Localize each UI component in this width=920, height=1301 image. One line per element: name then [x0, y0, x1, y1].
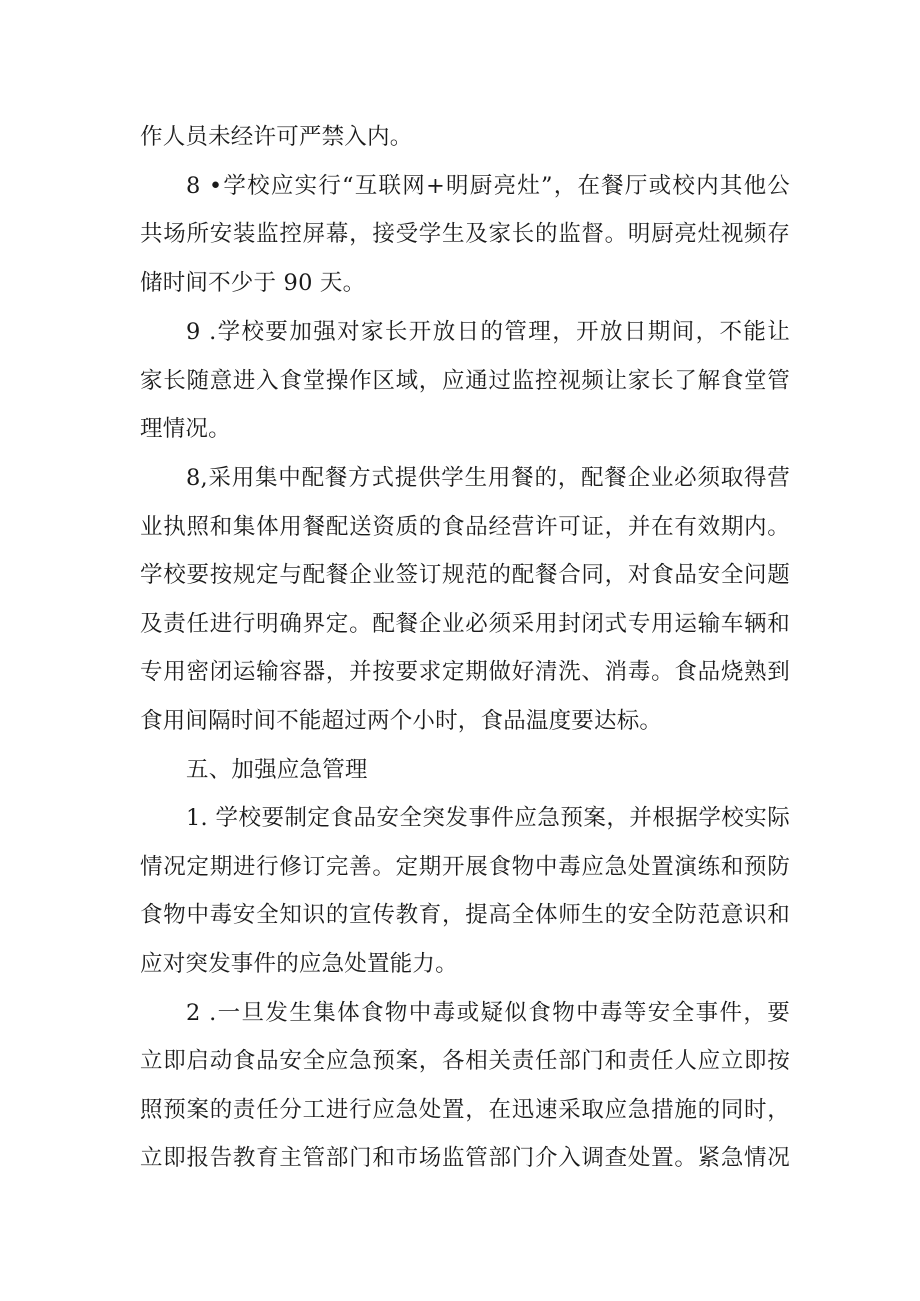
paragraph-line: 家长随意进入食堂操作区域，应通过监控视频让家长了解食堂管	[140, 368, 790, 394]
paragraph-line: 学校要按规定与配餐企业签订规范的配餐合同，对食品安全问题	[140, 562, 790, 588]
paragraph-line: 储时间不少于 90 天。	[140, 270, 366, 296]
paragraph-line: 8 •学校应实行“互联网+明厨亮灶”，在餐厅或校内其他公	[186, 173, 790, 199]
paragraph-line: 专用密闭运输容器，并按要求定期做好清洗、消毒。食品烧熟到	[140, 659, 790, 685]
paragraph-line: 1. 学校要制定食品安全突发事件应急预案，并根据学校实际	[186, 805, 790, 831]
paragraph-line: 9 .学校要加强对家长开放日的管理，开放日期间，不能让	[186, 319, 790, 345]
paragraph-line: 及责任进行明确界定。配餐企业必须采用封闭式专用运输车辆和	[140, 611, 790, 637]
paragraph-line: 照预案的责任分工进行应急处置，在迅速采取应急措施的同时，	[140, 1097, 790, 1123]
paragraph-line: 8,采用集中配餐方式提供学生用餐的，配餐企业必须取得营	[186, 465, 790, 491]
paragraph-line: 应对突发事件的应急处置能力。	[140, 951, 458, 977]
paragraph-line: 理情况。	[140, 416, 231, 442]
paragraph-line: 食物中毒安全知识的宣传教育，提高全体师生的安全防范意识和	[140, 902, 790, 928]
paragraph-line: 作人员未经许可严禁入内。	[140, 124, 413, 150]
section-heading: 五、加强应急管理	[186, 757, 368, 783]
paragraph-line: 立即报告教育主管部门和市场监管部门介入调查处置。紧急情况	[140, 1145, 790, 1171]
paragraph-line: 情况定期进行修订完善。定期开展食物中毒应急处置演练和预防	[140, 854, 790, 880]
paragraph-line: 业执照和集体用餐配送资质的食品经营许可证，并在有效期内。	[140, 514, 790, 540]
paragraph-line: 共场所安装监控屏幕，接受学生及家长的监督。明厨亮灶视频存	[140, 221, 790, 247]
paragraph-line: 2 .一旦发生集体食物中毒或疑似食物中毒等安全事件，要	[186, 1000, 790, 1026]
paragraph-line: 立即启动食品安全应急预案，各相关责任部门和责任人应立即按	[140, 1048, 790, 1074]
paragraph-line: 食用间隔时间不能超过两个小时，食品温度要达标。	[140, 708, 663, 734]
